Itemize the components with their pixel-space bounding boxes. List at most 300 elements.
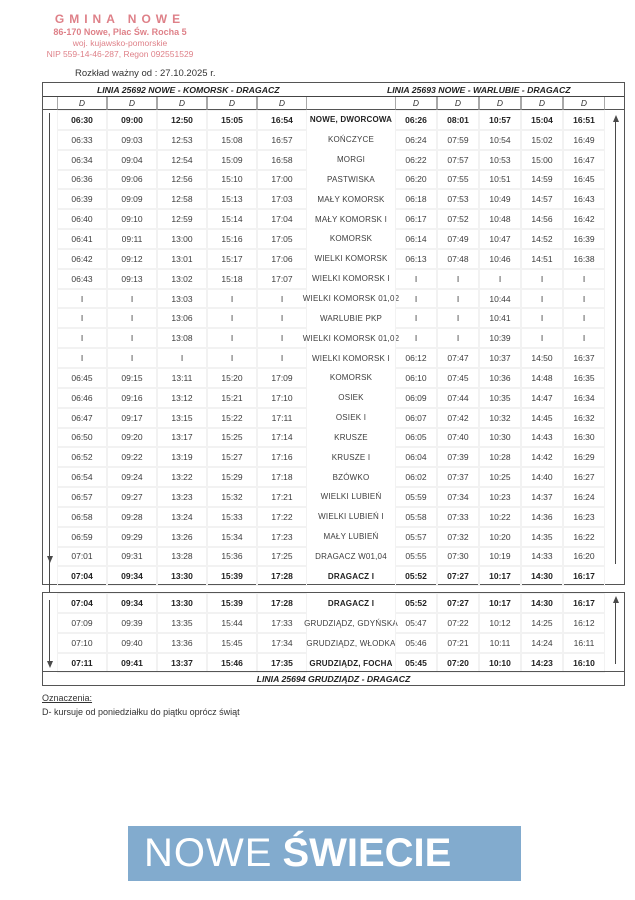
departure-time-cell: 09:13 (107, 269, 157, 289)
departure-time-cell: 07:09 (57, 613, 107, 633)
departure-time-cell: 17:09 (257, 368, 307, 388)
departure-time-cell: 10:46 (479, 249, 521, 269)
direction-up-arrow (615, 602, 616, 664)
down-arrowhead (47, 661, 53, 668)
station-cell: DRAGACZ I (327, 571, 375, 581)
timetable-grid (43, 97, 624, 586)
departure-time-cell: 06:40 (57, 209, 107, 229)
departure-time-cell: 09:22 (107, 447, 157, 467)
departure-time-cell: 17:03 (257, 189, 307, 209)
timetable-grudziadz (42, 592, 625, 686)
arrow-column-spacer (43, 467, 57, 487)
departure-time-cell: 16:24 (563, 487, 605, 507)
departure-time-cell: 06:58 (57, 507, 107, 527)
arrow-column-spacer (43, 97, 57, 110)
departure-time-cell: 06:33 (57, 130, 107, 150)
departure-time-cell: 06:07 (395, 408, 437, 428)
logo-word-swiecie: ŚWIECIE (282, 831, 452, 875)
departure-time-cell: 07:30 (437, 547, 479, 567)
arrow-column-spacer (43, 613, 57, 633)
station-cell: WIELKI KOMORSK 01,02 (302, 294, 400, 304)
departure-time-cell: 06:20 (395, 170, 437, 190)
departure-time-cell: 16:22 (563, 527, 605, 547)
day-symbol: D (157, 97, 207, 110)
departure-time-cell: 12:58 (157, 189, 207, 209)
departure-time-cell: 07:52 (437, 209, 479, 229)
departure-time-cell: 09:03 (107, 130, 157, 150)
departure-time-cell: 10:23 (479, 487, 521, 507)
departure-time-cell: 10:19 (479, 547, 521, 567)
departure-time-cell: 07:04 (57, 593, 107, 613)
departure-time-cell: I (157, 348, 207, 368)
departure-time-cell: 10:17 (479, 566, 521, 586)
departure-time-cell: 13:08 (157, 328, 207, 348)
station-cell: WIELKI KOMORSK 01,02 (302, 333, 400, 343)
departure-time-cell: 17:33 (257, 613, 307, 633)
arrow-column-spacer (43, 487, 57, 507)
departure-time-cell: 09:24 (107, 467, 157, 487)
arrow-column-spacer (43, 170, 57, 190)
departure-time-cell: 12:59 (157, 209, 207, 229)
departure-time-cell: 07:32 (437, 527, 479, 547)
departure-time-cell: 10:17 (479, 593, 521, 613)
departure-time-cell: 07:59 (437, 130, 479, 150)
departure-time-cell: 06:46 (57, 388, 107, 408)
departure-time-cell: 17:04 (257, 209, 307, 229)
up-arrowhead (613, 115, 619, 122)
departure-time-cell: 16:49 (563, 130, 605, 150)
departure-time-cell: 07:57 (437, 150, 479, 170)
departure-time-cell: 16:17 (563, 593, 605, 613)
departure-time-cell: 09:31 (107, 547, 157, 567)
departure-time-cell: 05:45 (395, 653, 437, 673)
arrow-column-spacer (605, 97, 624, 110)
departure-time-cell: 16:34 (563, 388, 605, 408)
departure-time-cell: 14:25 (521, 613, 563, 633)
departure-time-cell: 14:30 (521, 593, 563, 613)
departure-time-cell: 10:30 (479, 428, 521, 448)
departure-time-cell: 14:51 (521, 249, 563, 269)
station-cell: KOMORSK (329, 373, 373, 383)
departure-time-cell: 10:32 (479, 408, 521, 428)
departure-time-cell: I (521, 289, 563, 309)
departure-time-cell: 07:04 (57, 566, 107, 586)
departure-time-cell: 06:50 (57, 428, 107, 448)
direction-up-arrow (615, 121, 616, 564)
station-cell: DRAGACZ W01,04 (315, 551, 387, 561)
day-symbol: D (257, 97, 307, 110)
station-cell: KRUSZE (334, 432, 368, 442)
departure-time-cell: 06:57 (57, 487, 107, 507)
station-cell: MAŁY KOMORSK (317, 194, 385, 204)
departure-time-cell: I (395, 328, 437, 348)
departure-time-cell: 09:28 (107, 507, 157, 527)
departure-time-cell: I (563, 308, 605, 328)
departure-time-cell: 15:14 (207, 209, 257, 229)
day-symbol: D (207, 97, 257, 110)
departure-time-cell: 10:41 (479, 308, 521, 328)
departure-time-cell: I (563, 269, 605, 289)
arrow-column-spacer (43, 408, 57, 428)
departure-time-cell: 16:30 (563, 428, 605, 448)
departure-time-cell: 17:11 (257, 408, 307, 428)
departure-time-cell: 05:55 (395, 547, 437, 567)
legend (42, 692, 240, 719)
departure-time-cell: 09:39 (107, 613, 157, 633)
departure-time-cell: 12:56 (157, 170, 207, 190)
departure-time-cell: 10:36 (479, 368, 521, 388)
departure-time-cell: 15:04 (521, 110, 563, 130)
departure-time-cell: I (257, 328, 307, 348)
departure-time-cell: 13:03 (157, 289, 207, 309)
departure-time-cell: 15:39 (207, 566, 257, 586)
departure-time-cell: I (207, 289, 257, 309)
departure-time-cell: 10:39 (479, 328, 521, 348)
departure-time-cell: 13:12 (157, 388, 207, 408)
day-symbol: D (479, 97, 521, 110)
departure-time-cell: 13:15 (157, 408, 207, 428)
departure-time-cell: I (563, 289, 605, 309)
departure-time-cell: 05:58 (395, 507, 437, 527)
station-cell: KOŃCZYCE (327, 135, 375, 145)
legend-text: D- kursuje od poniedziałku do piątku oprócz świąt (42, 706, 240, 717)
departure-time-cell: 07:55 (437, 170, 479, 190)
day-symbol: D (563, 97, 605, 110)
departure-time-cell: I (207, 308, 257, 328)
departure-time-cell: 06:18 (395, 189, 437, 209)
departure-time-cell: I (107, 328, 157, 348)
departure-time-cell: I (207, 348, 257, 368)
departure-time-cell: 09:15 (107, 368, 157, 388)
down-arrowhead (47, 556, 53, 563)
departure-time-cell: 07:10 (57, 633, 107, 653)
departure-time-cell: 17:34 (257, 633, 307, 653)
departure-time-cell: 06:12 (395, 348, 437, 368)
line-title-right: LINIA 25693 NOWE - WARLUBIE - DRAGACZ (386, 84, 571, 95)
departure-time-cell: 15:27 (207, 447, 257, 467)
departure-time-cell: 15:25 (207, 428, 257, 448)
departure-time-cell: 16:27 (563, 467, 605, 487)
departure-time-cell: I (57, 328, 107, 348)
departure-time-cell: 09:29 (107, 527, 157, 547)
departure-time-cell: 13:02 (157, 269, 207, 289)
departure-time-cell: 10:10 (479, 653, 521, 673)
station-cell: GRUDZIĄDZ, FOCHA (309, 658, 393, 668)
departure-time-cell: 15:44 (207, 613, 257, 633)
departure-time-cell: 16:57 (257, 130, 307, 150)
departure-time-cell: 10:51 (479, 170, 521, 190)
arrow-column-spacer (43, 428, 57, 448)
station-cell: WARLUBIE PKP (319, 313, 383, 323)
departure-time-cell: 06:24 (395, 130, 437, 150)
departure-time-cell: 10:49 (479, 189, 521, 209)
departure-time-cell: 07:20 (437, 653, 479, 673)
departure-time-cell: 09:20 (107, 428, 157, 448)
departure-time-cell: 09:27 (107, 487, 157, 507)
departure-time-cell: 06:13 (395, 249, 437, 269)
departure-time-cell: 06:52 (57, 447, 107, 467)
departure-time-cell: 16:20 (563, 547, 605, 567)
stamp-line: 86-170 Nowe, Plac Św. Rocha 5 (53, 27, 187, 37)
departure-time-cell: 13:00 (157, 229, 207, 249)
departure-time-cell: 15:18 (207, 269, 257, 289)
arrow-column-spacer (43, 150, 57, 170)
departure-time-cell: 05:57 (395, 527, 437, 547)
station-cell: WIELKI KOMORSK (314, 254, 388, 264)
arrow-column-spacer (43, 249, 57, 269)
departure-time-cell: 06:36 (57, 170, 107, 190)
departure-time-cell: 13:11 (157, 368, 207, 388)
arrow-column-spacer (43, 566, 57, 586)
departure-time-cell: 15:45 (207, 633, 257, 653)
departure-time-cell: 14:50 (521, 348, 563, 368)
departure-time-cell: 12:54 (157, 150, 207, 170)
departure-time-cell: 15:34 (207, 527, 257, 547)
departure-time-cell: 14:48 (521, 368, 563, 388)
departure-time-cell: 14:59 (521, 170, 563, 190)
departure-time-cell: 12:50 (157, 110, 207, 130)
stamp-line: GMINA NOWE (54, 12, 186, 26)
departure-time-cell: 09:04 (107, 150, 157, 170)
departure-time-cell: 07:21 (437, 633, 479, 653)
departure-time-cell: 14:36 (521, 507, 563, 527)
departure-time-cell: 10:53 (479, 150, 521, 170)
departure-time-cell: 14:57 (521, 189, 563, 209)
departure-time-cell: 05:52 (395, 566, 437, 586)
departure-time-cell: 15:10 (207, 170, 257, 190)
departure-time-cell: 06:43 (57, 269, 107, 289)
departure-time-cell: 16:23 (563, 507, 605, 527)
line-titles (43, 83, 624, 97)
departure-time-cell: 17:18 (257, 467, 307, 487)
departure-time-cell: I (257, 348, 307, 368)
departure-time-cell: 06:34 (57, 150, 107, 170)
arrow-column-spacer (43, 633, 57, 653)
arrow-column-spacer (43, 328, 57, 348)
day-symbol: D (521, 97, 563, 110)
arrow-column-spacer (43, 189, 57, 209)
departure-time-cell: 15:36 (207, 547, 257, 567)
departure-time-cell: 07:47 (437, 348, 479, 368)
departure-time-cell: I (395, 308, 437, 328)
station-cell: BZÓWKO (332, 472, 370, 482)
station-cell: KOMORSK (329, 234, 373, 244)
arrow-column-spacer (605, 566, 624, 586)
arrow-column-spacer (43, 209, 57, 229)
departure-time-cell: I (57, 289, 107, 309)
departure-time-cell: 10:25 (479, 467, 521, 487)
departure-time-cell: 17:25 (257, 547, 307, 567)
departure-time-cell: 14:37 (521, 487, 563, 507)
departure-time-cell: 13:24 (157, 507, 207, 527)
departure-time-cell: 07:42 (437, 408, 479, 428)
departure-time-cell: 06:59 (57, 527, 107, 547)
legend-heading: Oznaczenia: (42, 693, 93, 703)
arrow-column-spacer (43, 289, 57, 309)
direction-down-arrow (49, 113, 50, 643)
departure-time-cell: 06:26 (395, 110, 437, 130)
departure-time-cell: 09:00 (107, 110, 157, 130)
station-cell: KRUSZE I (331, 452, 371, 462)
departure-time-cell: 08:01 (437, 110, 479, 130)
departure-time-cell: 07:40 (437, 428, 479, 448)
departure-time-cell: I (437, 328, 479, 348)
departure-time-cell: I (107, 348, 157, 368)
stamp-line: NIP 559-14-46-287, Regon 092551529 (46, 48, 194, 59)
direction-down-arrow (49, 600, 50, 663)
departure-time-cell: 14:52 (521, 229, 563, 249)
arrow-column-spacer (43, 527, 57, 547)
departure-time-cell: 09:10 (107, 209, 157, 229)
departure-time-cell: 09:06 (107, 170, 157, 190)
departure-time-cell: 15:32 (207, 487, 257, 507)
departure-time-cell: 10:37 (479, 348, 521, 368)
departure-time-cell: 13:19 (157, 447, 207, 467)
departure-time-cell: 06:39 (57, 189, 107, 209)
departure-time-cell: 15:00 (521, 150, 563, 170)
departure-time-cell: 05:47 (395, 613, 437, 633)
departure-time-cell: I (479, 269, 521, 289)
departure-time-cell: 07:34 (437, 487, 479, 507)
departure-time-cell: 17:22 (257, 507, 307, 527)
departure-time-cell: 10:57 (479, 110, 521, 130)
departure-time-cell: 13:23 (157, 487, 207, 507)
departure-time-cell: I (107, 289, 157, 309)
departure-time-cell: 09:34 (107, 593, 157, 613)
departure-time-cell: I (107, 308, 157, 328)
departure-time-cell: 07:33 (437, 507, 479, 527)
departure-time-cell: 14:33 (521, 547, 563, 567)
departure-time-cell: 17:21 (257, 487, 307, 507)
departure-time-cell: 09:34 (107, 566, 157, 586)
day-symbol: D (57, 97, 107, 110)
station-cell: MORGI (336, 155, 366, 165)
departure-time-cell: 07:39 (437, 447, 479, 467)
departure-time-cell: 06:09 (395, 388, 437, 408)
arrow-column-spacer (43, 110, 57, 130)
departure-time-cell: 16:17 (563, 566, 605, 586)
departure-time-cell: 16:39 (563, 229, 605, 249)
departure-time-cell: 13:01 (157, 249, 207, 269)
departure-time-cell: 17:05 (257, 229, 307, 249)
departure-time-cell: 10:47 (479, 229, 521, 249)
stamp-line: woj. kujawsko-pomorskie (72, 38, 168, 49)
departure-time-cell: 14:24 (521, 633, 563, 653)
departure-time-cell: 06:05 (395, 428, 437, 448)
departure-time-cell: 15:22 (207, 408, 257, 428)
departure-time-cell: I (207, 328, 257, 348)
arrow-column-spacer (43, 130, 57, 150)
departure-time-cell: 14:43 (521, 428, 563, 448)
departure-time-cell: 09:09 (107, 189, 157, 209)
departure-time-cell: I (521, 308, 563, 328)
arrow-column-spacer (43, 388, 57, 408)
arrow-column-spacer (43, 368, 57, 388)
departure-time-cell: 14:47 (521, 388, 563, 408)
departure-time-cell: I (437, 308, 479, 328)
departure-time-cell: 10:35 (479, 388, 521, 408)
station-cell: GRUDZIĄDZ, GDYŃSKA (304, 618, 398, 628)
station-cell: MAŁY KOMORSK I (314, 214, 387, 224)
departure-time-cell: I (257, 289, 307, 309)
departure-time-cell: 14:35 (521, 527, 563, 547)
station-column-spacer (307, 97, 395, 110)
departure-time-cell: 06:30 (57, 110, 107, 130)
arrow-column-spacer (43, 593, 57, 613)
departure-time-cell: 10:11 (479, 633, 521, 653)
station-cell: DRAGACZ I (327, 598, 375, 608)
departure-time-cell: 15:17 (207, 249, 257, 269)
departure-time-cell: 07:01 (57, 547, 107, 567)
departure-time-cell: 13:37 (157, 653, 207, 673)
departure-time-cell: 15:13 (207, 189, 257, 209)
departure-time-cell: 17:35 (257, 653, 307, 673)
departure-time-cell: 13:26 (157, 527, 207, 547)
departure-time-cell: 14:45 (521, 408, 563, 428)
departure-time-cell: 15:33 (207, 507, 257, 527)
departure-time-cell: 10:54 (479, 130, 521, 150)
departure-time-cell: 06:22 (395, 150, 437, 170)
departure-time-cell: 06:14 (395, 229, 437, 249)
departure-time-cell: 06:17 (395, 209, 437, 229)
departure-time-cell: 09:12 (107, 249, 157, 269)
departure-time-cell: 05:52 (395, 593, 437, 613)
departure-time-cell: 16:38 (563, 249, 605, 269)
departure-time-cell: 06:45 (57, 368, 107, 388)
departure-time-cell: 10:28 (479, 447, 521, 467)
departure-time-cell: 16:12 (563, 613, 605, 633)
departure-time-cell: 17:07 (257, 269, 307, 289)
departure-time-cell: 15:08 (207, 130, 257, 150)
departure-time-cell: 09:17 (107, 408, 157, 428)
departure-time-cell: I (57, 308, 107, 328)
departure-time-cell: 17:10 (257, 388, 307, 408)
departure-time-cell: 17:16 (257, 447, 307, 467)
station-cell: OSIEK (338, 393, 364, 403)
departure-time-cell: 16:42 (563, 209, 605, 229)
departure-time-cell: 07:37 (437, 467, 479, 487)
departure-time-cell: 14:56 (521, 209, 563, 229)
departure-time-cell: 07:49 (437, 229, 479, 249)
departure-time-cell: 16:51 (563, 110, 605, 130)
departure-time-cell: 15:02 (521, 130, 563, 150)
departure-time-cell: 17:23 (257, 527, 307, 547)
arrow-column-spacer (43, 269, 57, 289)
departure-time-cell: 15:09 (207, 150, 257, 170)
official-stamp (30, 12, 210, 60)
departure-time-cell: 15:16 (207, 229, 257, 249)
departure-time-cell: I (521, 269, 563, 289)
departure-time-cell: 13:28 (157, 547, 207, 567)
departure-time-cell: I (563, 328, 605, 348)
departure-time-cell: 16:29 (563, 447, 605, 467)
departure-time-cell: 06:02 (395, 467, 437, 487)
departure-time-cell: 17:14 (257, 428, 307, 448)
departure-time-cell: 07:48 (437, 249, 479, 269)
departure-time-cell: 15:05 (207, 110, 257, 130)
departure-time-cell: 12:53 (157, 130, 207, 150)
departure-time-cell: 16:58 (257, 150, 307, 170)
departure-time-cell: 05:59 (395, 487, 437, 507)
arrow-column-spacer (43, 229, 57, 249)
day-symbol: D (395, 97, 437, 110)
departure-time-cell: 13:17 (157, 428, 207, 448)
departure-time-cell: I (395, 269, 437, 289)
departure-time-cell: 17:28 (257, 566, 307, 586)
departure-time-cell: 14:30 (521, 566, 563, 586)
departure-time-cell: 16:43 (563, 189, 605, 209)
arrow-column-spacer (43, 308, 57, 328)
